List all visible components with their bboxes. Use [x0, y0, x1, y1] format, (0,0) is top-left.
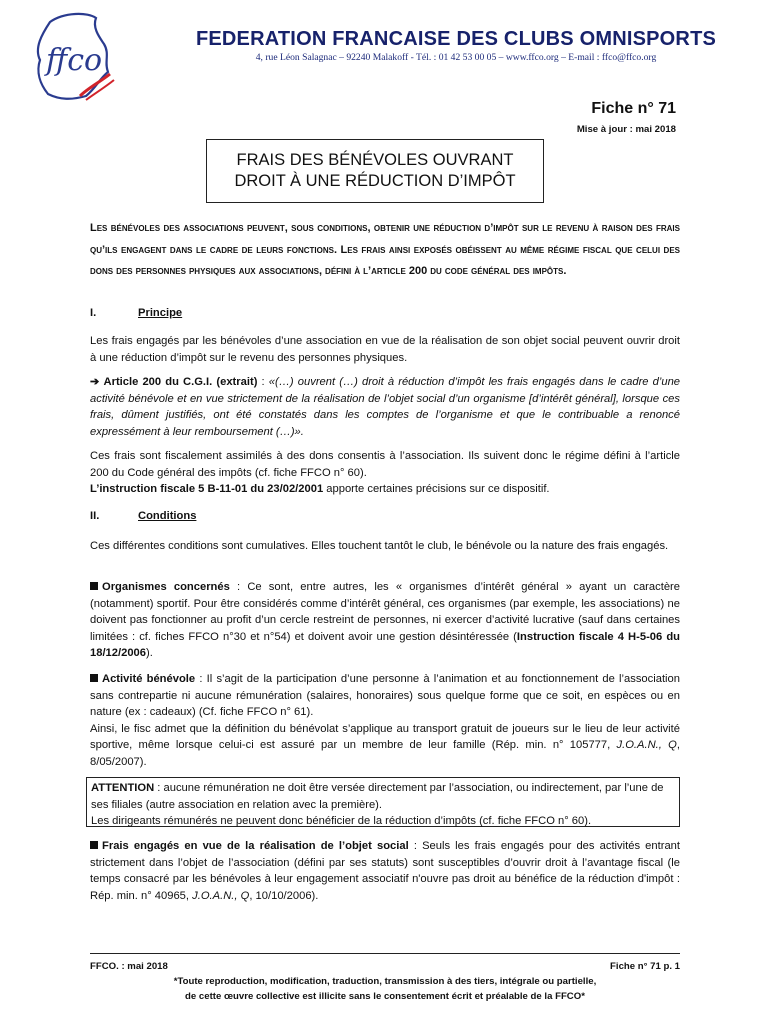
copyright-line-1: *Toute reproduction, modification, traduction, transmission à des tiers, intégrale ou partielle, [173, 976, 597, 987]
attention-line-2: Les dirigeants rémunérés ne peuvent donc bénéficier de la réduction d’impôts (cf. fiche FFCO n° 60). [91, 815, 592, 827]
update-date: Mise à jour : mai 2018 [576, 124, 676, 135]
item-end: , 10/10/2006). [249, 889, 319, 902]
ffco-logo [30, 8, 116, 106]
arrow-icon: ➔ [90, 376, 100, 388]
section-number: II. [90, 510, 100, 522]
copyright-notice [90, 974, 680, 1004]
article-quote-text: «(…) ouvrent (…) droit à réduction d’impôt les frais engagés dans le cadre d’une activité bénévole et en vue strictement de la réalisation de l’objet social d’un organisme [d’intérêt général], lorsque ces frais, dûment justifiés, ont été constatés dans les comptes de l’organisme et que le contribuable a renoncé expressément à leur remboursement (…)». [90, 376, 681, 438]
footer-date: FFCO. : mai 2018 [90, 961, 168, 972]
item-title: Activité bénévole [102, 673, 196, 685]
section-heading-principe [90, 307, 182, 319]
item-text: : Seuls les frais engagés pour des activités entrant strictement dans l’objet de l’association (défini par ses statuts) sont susceptibles d’ouvrir droit à l’avantage fiscal (le temps consacré par les bénévoles à leur engagement associatif n'ouvre pas droit au bénéfice de la réduction d'impôt : Rép. min. n° 40965, [90, 840, 680, 902]
item-end: ). [146, 647, 153, 659]
title-line-1: FRAIS DES BÉNÉVOLES OUVRANT [236, 151, 514, 169]
article-200-quote [90, 374, 680, 440]
copyright-line-2: de cette œuvre collective est illicite sans le consentement écrit et préalable de la FFCO* [185, 991, 585, 1002]
activite-benevole-item [90, 671, 680, 770]
organismes-concernes-item [90, 579, 680, 662]
section-label: Principe [138, 307, 183, 319]
instruction-reference: L’instruction fiscale 5 B-11-01 du 23/02/2001 [90, 483, 324, 495]
document-title-box [206, 139, 544, 203]
assimilation-paragraph [90, 448, 680, 498]
article-reference: Article 200 du C.G.I. (extrait) [103, 376, 258, 388]
item-title: Frais engagés en vue de la réalisation de l’objet social [102, 840, 409, 852]
section-heading-conditions [90, 510, 196, 522]
principe-paragraph: Les frais engagés par les bénévoles d’une association en vue de la réalisation de son objet social peuvent ouvrir droit à une réduction d’impôt sur le revenu des personnes physiques. [90, 335, 680, 364]
item-title: Organismes concernés [102, 581, 230, 593]
separator: : [257, 376, 269, 388]
organization-address: 4, rue Léon Salagnac – 92240 Malakoff - Tél. : 01 42 53 00 05 – www.ffco.org – E-mail : ffco@ffco.org [255, 52, 657, 63]
conditions-intro: Ces différentes conditions sont cumulatives. Elles touchent tantôt le club, le bénévole ou la nature des frais engagés. [90, 540, 669, 552]
fiche-number: Fiche n° 71 [591, 100, 676, 117]
item-text: : Ce sont, entre autres, les « organismes d’intérêt général » ayant un caractère (notamment) sportif. Pour être considérés comme d’intérêt général, ces organismes (par exemple, les associations) ne doivent pas fonctionner au profit d’un cercle restreint de personnes, ni exercer d’activité lucrative (sauf dans certaines limitées : cf. fiches FFCO n°30 et n°54) et doivent avoir une gestion désintéressée ( [90, 581, 680, 643]
footer-divider [90, 953, 680, 954]
item-text-2: Ainsi, le fisc admet que la définition du bénévolat s’applique au transport gratuit de joueurs sur le lieu de leur activité sportive, même lorsque celui-ci est assuré par un membre de leur famille (Rép. min. n° 105777, [90, 722, 680, 751]
frais-objet-social-item [90, 838, 680, 904]
section-label: Conditions [138, 510, 197, 522]
section-number: I. [90, 307, 97, 319]
item-end: , 8/05/2007). [90, 739, 680, 768]
journal-ref: J.O.A.N., Q [616, 739, 677, 751]
intro-paragraph: Les bénévoles des associations peuvent, sous conditions, obtenir une réduction d’impôt sur le revenu à raison des frais qu’ils engagent dans le cadre de leurs fonctions. Les frais ainsi exposés obéissent au même régime fiscal que celui des dons des personnes physiques aux associations, défini à l’article 200 du code général des impôts. [90, 222, 680, 277]
organization-title: FEDERATION FRANCAISE DES CLUBS OMNISPORTS [195, 28, 717, 50]
assimilation-text: Ces frais sont fiscalement assimilés à des dons consentis à l’association. Ils suivent donc le régime défini à l’article 200 du Code général des impôts (cf. fiche FFCO n° 60). [90, 450, 680, 479]
attention-line-1: : aucune rémunération ne doit être versée directement par l’association, ou indirectement, par l’une de ses filiales (autre association en relation avec la première). [91, 782, 664, 811]
footer-page-number: Fiche n° 71 p. 1 [610, 961, 680, 972]
logo-text: ffco [46, 43, 103, 78]
instruction-text: apporte certaines précisions sur ce dispositif. [323, 483, 550, 495]
attention-text [91, 780, 675, 830]
item-text: : Il s’agit de la participation d’une personne à l’animation et au fonctionnement de l’association sans contrepartie ni aucune rémunération (salaires, honoraires) sous quelque forme que ce soit, en espèces ou en nature (ex : cadeaux) (Cf. fiche FFCO n° 61). [90, 673, 680, 718]
journal-ref: J.O.A.N., Q [192, 889, 250, 902]
instruction-reference: Instruction fiscale 4 H-5-06 du 18/12/2006 [90, 630, 681, 659]
square-bullet-icon [90, 582, 98, 590]
attention-label: ATTENTION [91, 782, 155, 794]
attention-box [86, 777, 680, 827]
square-bullet-icon [90, 841, 98, 849]
title-line-2: DROIT À UNE RÉDUCTION D’IMPÔT [234, 172, 516, 190]
square-bullet-icon [90, 674, 98, 682]
